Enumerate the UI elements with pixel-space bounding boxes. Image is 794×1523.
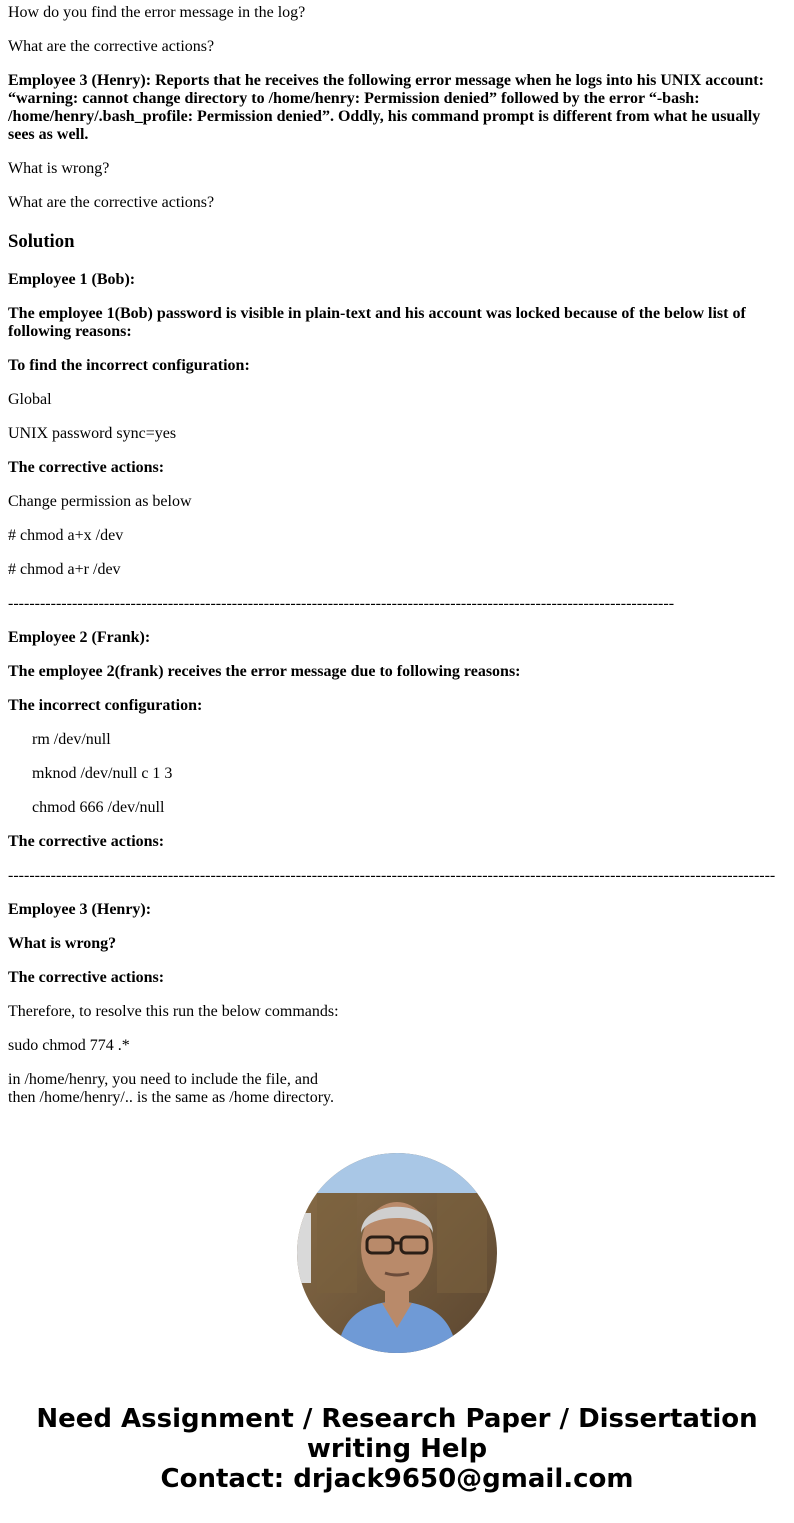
- employee2-command-1: rm /dev/null: [32, 731, 111, 748]
- employee1-find-heading: To find the incorrect configuration:: [8, 357, 250, 374]
- employee1-title: Employee 1 (Bob):: [8, 271, 136, 288]
- author-photo-icon: [297, 1153, 497, 1353]
- separator-1: -----------------------------------------------------------------------------------------------------------------------------: [8, 595, 675, 612]
- employee2-summary: The employee 2(frank) receives the error message due to following reasons:: [8, 663, 521, 680]
- employee1-command-2: # chmod a+r /dev: [8, 561, 121, 578]
- question-corrective-actions: What are the corrective actions?: [8, 38, 215, 55]
- employee3-report: Employee 3 (Henry): Reports that he receives the following error message when he logs into his UNIX account: “warning: cannot change directory to /home/henry: Permission denied” followed by the error “-bash: /home/henry/.bash_profile: Permission denied”. Oddly, his command prompt is different from what he usually sees as well.: [8, 72, 764, 143]
- employee3-command-1: sudo chmod 774 .*: [8, 1037, 130, 1054]
- promo-line-2: writing Help: [306, 1434, 488, 1464]
- employee3-title: Employee 3 (Henry):: [8, 901, 152, 918]
- solution-heading: Solution: [8, 231, 75, 252]
- employee1-change-permission: Change permission as below: [8, 493, 192, 510]
- employee2-command-2: mknod /dev/null c 1 3: [32, 765, 173, 782]
- question-what-wrong: What is wrong?: [8, 160, 110, 177]
- employee1-corrective-heading: The corrective actions:: [8, 459, 165, 476]
- employee2-title: Employee 2 (Frank):: [8, 629, 151, 646]
- employee3-note-line-1: in /home/henry, you need to include the file, and: [8, 1071, 318, 1088]
- employee1-sync: UNIX password sync=yes: [8, 425, 177, 442]
- author-avatar: [297, 1153, 497, 1353]
- separator-2: ------------------------------------------------------------------------------------------------------------------------------------------------: [8, 867, 776, 884]
- promo-line-1: Need Assignment / Research Paper / Dissertation: [36, 1404, 758, 1434]
- promo-banner: [0, 1404, 794, 1494]
- employee3-corrective-heading: The corrective actions:: [8, 969, 165, 986]
- employee2-incorrect-heading: The incorrect configuration:: [8, 697, 203, 714]
- employee3-resolve-text: Therefore, to resolve this run the below commands:: [8, 1003, 339, 1020]
- employee1-command-1: # chmod a+x /dev: [8, 527, 124, 544]
- employee3-what-wrong: What is wrong?: [8, 935, 117, 952]
- employee2-command-3: chmod 666 /dev/null: [32, 799, 165, 816]
- employee2-corrective-heading: The corrective actions:: [8, 833, 165, 850]
- question-corrective-actions-2: What are the corrective actions?: [8, 194, 215, 211]
- promo-contact: Contact: drjack9650@gmail.com: [160, 1464, 634, 1494]
- employee3-note-line-2: then /home/henry/.. is the same as /home directory.: [8, 1089, 334, 1106]
- employee1-summary: The employee 1(Bob) password is visible in plain-text and his account was locked because of the below list of following reasons:: [8, 305, 746, 340]
- question-find-log: How do you find the error message in the log?: [8, 4, 306, 21]
- employee1-global: Global: [8, 391, 52, 408]
